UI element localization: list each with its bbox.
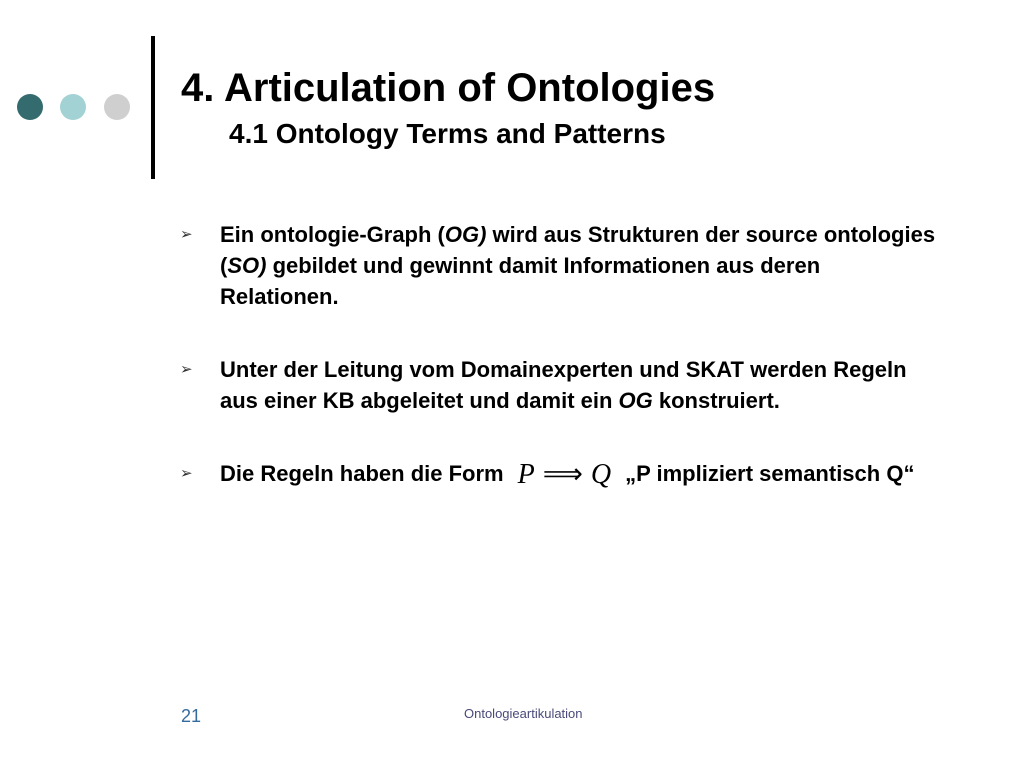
bullet-text: Die Regeln haben die Form	[220, 461, 504, 486]
bullet-text: Ein ontologie-Graph (	[220, 222, 445, 247]
arrowhead-bullet-icon: ➢	[180, 361, 193, 378]
decorative-dot-dark	[17, 94, 43, 120]
implication-arrow: ⟹	[542, 459, 583, 490]
arrowhead-bullet-icon: ➢	[180, 465, 193, 482]
bullet-emphasis: OG	[618, 388, 653, 413]
bullet-item-og-definition	[180, 219, 940, 312]
bullet-item-rules-derivation	[180, 354, 940, 416]
bullet-text: wird aus Strukturen der source ontologies (	[220, 222, 936, 278]
decorative-dot-gray	[104, 94, 130, 120]
bullet-list	[180, 219, 940, 532]
footer-text: Ontologieartikulation	[464, 706, 583, 721]
slide-title: 4. Articulation of Ontologies	[181, 66, 716, 110]
formula-p: P	[517, 459, 535, 490]
bullet-text: Unter der Leitung vom Domainexperten und SKAT werden Regeln aus einer KB abgeleitet und damit ein	[220, 357, 907, 413]
bullet-text: „P impliziert semantisch Q“	[625, 461, 915, 486]
title-divider-bar	[151, 36, 155, 179]
formula-q: Q	[590, 459, 612, 490]
slide-subtitle: 4.1 Ontology Terms and Patterns	[229, 118, 666, 149]
bullet-emphasis: OG)	[444, 222, 487, 247]
bullet-text: konstruiert.	[652, 388, 780, 413]
implication-formula	[518, 459, 611, 490]
bullet-item-rule-form	[180, 458, 940, 490]
page-number: 21	[181, 706, 202, 726]
arrowhead-bullet-icon: ➢	[180, 226, 193, 243]
decorative-dot-light	[60, 94, 86, 120]
bullet-text: gebildet und gewinnt damit Informationen aus deren Relationen.	[220, 253, 821, 309]
bullet-emphasis: SO)	[227, 253, 267, 278]
